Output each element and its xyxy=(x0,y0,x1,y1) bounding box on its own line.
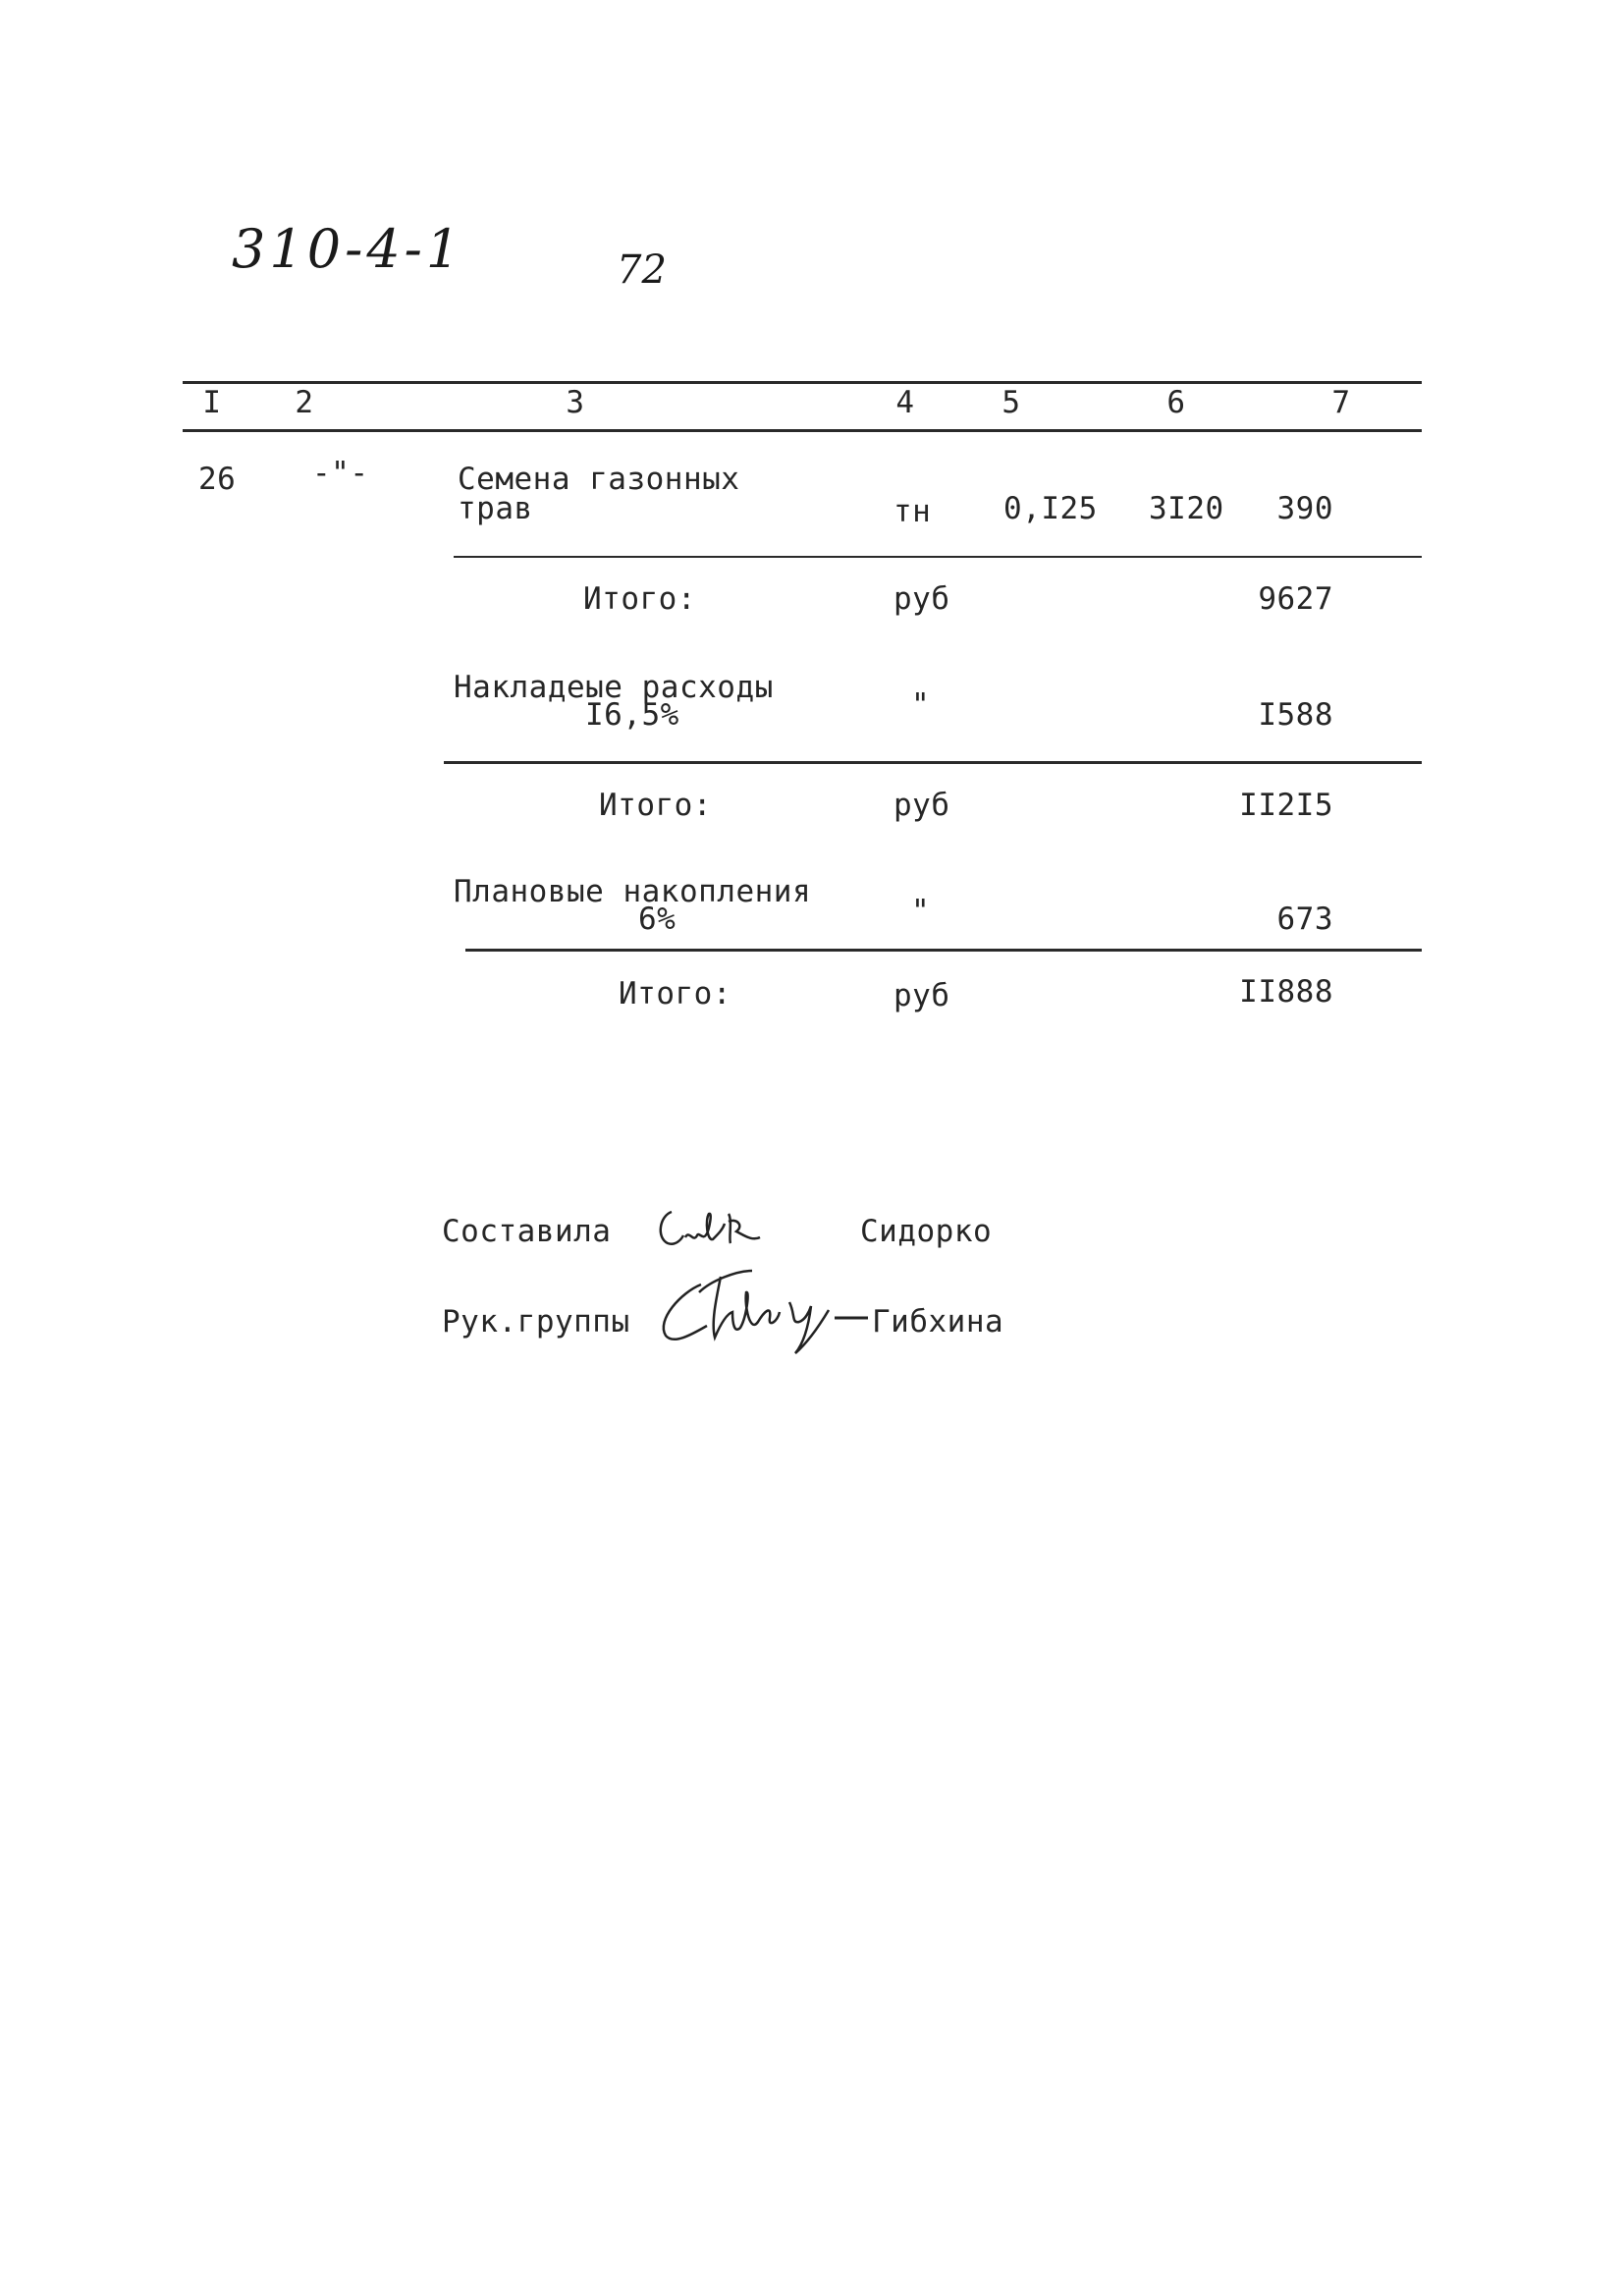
item-sum: 390 xyxy=(1276,491,1333,526)
item-name-line2: трав xyxy=(458,491,533,526)
item-number: 26 xyxy=(198,462,237,497)
item-unit: тн xyxy=(893,494,932,529)
compiled-by-signature xyxy=(650,1200,797,1259)
total-1-label: Итого: xyxy=(583,581,696,617)
total-1-unit: руб xyxy=(893,581,950,617)
overhead-label-line2: I6,5% xyxy=(585,697,679,733)
total-3-unit: руб xyxy=(893,978,950,1013)
col-header-6: 6 xyxy=(1166,385,1186,420)
col-header-1: I xyxy=(202,385,222,420)
total-2-unit: руб xyxy=(893,788,950,823)
overhead-value: I588 xyxy=(1258,697,1333,733)
col-header-7: 7 xyxy=(1331,385,1351,420)
col-header-2: 2 xyxy=(295,385,314,420)
total-3-value: II888 xyxy=(1239,974,1333,1010)
total-1-value: 9627 xyxy=(1258,581,1333,617)
item-price: 3I20 xyxy=(1149,491,1224,526)
total-2-value: II2I5 xyxy=(1239,788,1333,823)
planned-unit: " xyxy=(911,894,931,929)
compiled-by-name: Сидорко xyxy=(860,1214,993,1249)
planned-label-line2: 6% xyxy=(638,902,677,937)
col-header-3: 3 xyxy=(566,385,585,420)
overhead-unit: " xyxy=(911,687,931,723)
total-2-label: Итого: xyxy=(599,788,712,823)
table-header-rule xyxy=(183,429,1422,432)
group-head-name: Гибхина xyxy=(872,1304,1004,1339)
group-head-signature xyxy=(642,1263,868,1361)
compiled-by-label: Составила xyxy=(442,1214,612,1249)
planned-label-line1: Плановые накопления xyxy=(454,874,812,909)
item-rule xyxy=(454,556,1422,558)
item-quantity: 0,I25 xyxy=(1003,491,1098,526)
overhead-rule xyxy=(444,761,1422,764)
document-number: 310-4-1 xyxy=(232,218,464,280)
total-3-label: Итого: xyxy=(619,976,731,1011)
table-top-rule xyxy=(183,381,1422,384)
group-head-label: Рук.группы xyxy=(442,1304,630,1339)
planned-rule xyxy=(465,949,1422,952)
col-header-4: 4 xyxy=(895,385,915,420)
overhead-label-line1: Накладеые расходы xyxy=(454,670,774,705)
page-number: 72 xyxy=(617,247,667,293)
item-name-line1: Семена газонных xyxy=(458,462,740,497)
planned-value: 673 xyxy=(1276,902,1333,937)
item-ditto-mark: -"- xyxy=(312,456,369,491)
col-header-5: 5 xyxy=(1001,385,1021,420)
